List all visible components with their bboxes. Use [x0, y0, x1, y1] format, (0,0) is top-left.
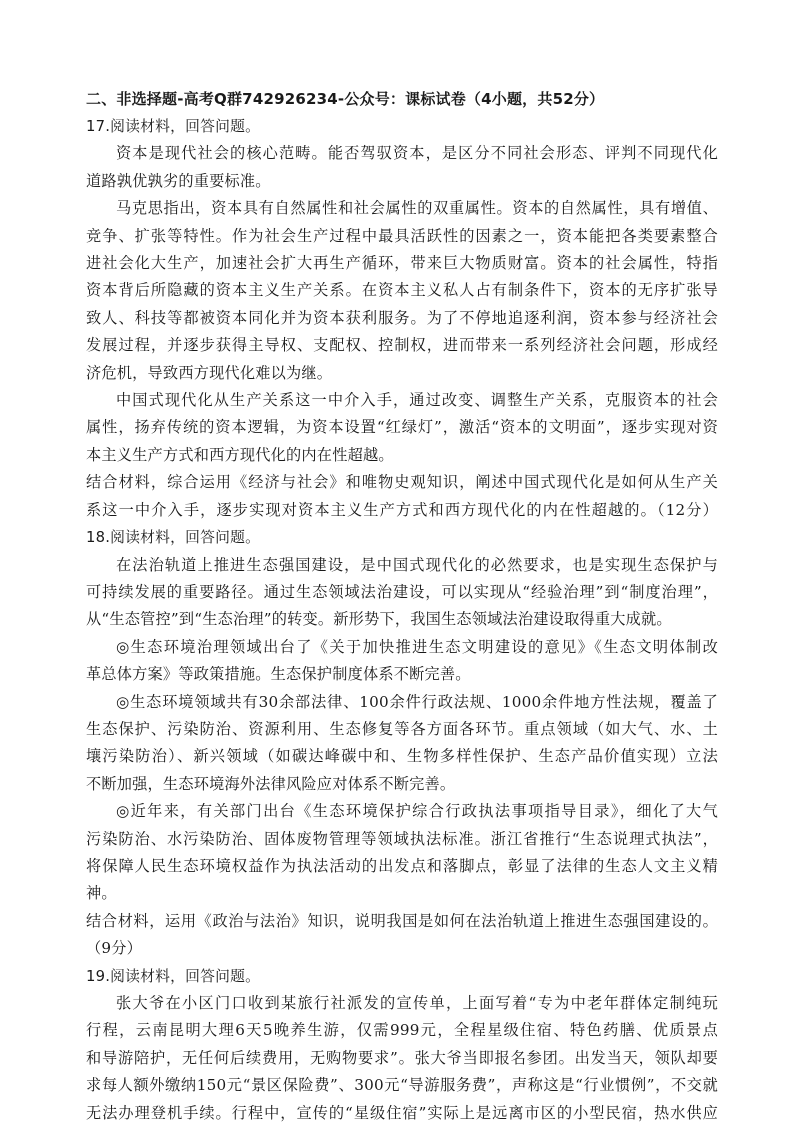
- q18-prompt-line: 结合材料，运用《政治与法治》知识，说明我国是如何在法治轨道上推进生态强国建设的。: [86, 911, 718, 930]
- q18-line: 壤污染防治）、新兴领域（如碳达峰碳中和、生物多样性保护、生态产品价值实现）立法: [86, 747, 718, 766]
- q17-heading: 17.阅读材料，回答问题。: [86, 118, 261, 135]
- exam-page: [86, 86, 718, 1127]
- q17-line: 中国式现代化从生产关系这一中介入手，通过改变、调整生产关系，克服资本的社会: [116, 391, 718, 410]
- q18-line: 不断加强，生态环境海外法律风险应对体系不断完善。: [86, 774, 456, 793]
- q19-line: 行程，云南昆明大理6天5晚养生游，仅需999元，全程星级住宿、特色药膳、优质景点: [86, 1021, 718, 1040]
- q17-line: 道路孰优孰劣的重要标准。: [86, 171, 271, 190]
- q18-line: 从“生态管控”到“生态治理”的转变。新形势下，我国生态领域法治建设取得重大成就。: [86, 610, 672, 629]
- q17-line: 资本是现代社会的核心范畴。能否驾驭资本，是区分不同社会形态、评判不同现代化: [116, 144, 718, 163]
- q18-line: 可持续发展的重要路径。通过生态领域法治建设，可以实现从“经验治理”到“制度治理”，: [86, 582, 718, 601]
- q17-line: 马克思指出，资本具有自然属性和社会属性的双重属性。资本的自然属性，具有增值、: [116, 199, 718, 218]
- q18-line: 污染防治、水污染防治、固体废物管理等领域执法标准。浙江省推行“生态说理式执法”，: [86, 829, 718, 848]
- q18-bullet-line: ◎生态环境领域共有30余部法律、100余件行政法规、1000余件地方性法规，覆盖了: [116, 692, 718, 711]
- q18-line: 生态保护、污染防治、资源利用、生态修复等各方面各环节。重点领域（如大气、水、土: [86, 719, 718, 738]
- q18-line: 神。: [86, 884, 117, 903]
- q19-line: 和导游陪护，无任何后续费用，无购物要求”。张大爷当即报名参团。出发当天，领队却要: [86, 1048, 718, 1067]
- q18-score: （9分）: [86, 939, 143, 958]
- q18-line: 在法治轨道上推进生态强国建设，是中国式现代化的必然要求，也是实现生态保护与: [116, 555, 718, 574]
- q19-heading: 19.阅读材料，回答问题。: [86, 967, 261, 985]
- q18-line: 革总体方案》等政策措施。生态保护制度体系不断完善。: [86, 665, 471, 684]
- section-title: 二、非选择题-高考Q群742926234-公众号：课标试卷（4小题，共52分）: [86, 90, 605, 108]
- q17-line: 资本背后所隐藏的资本主义生产关系。在资本主义私人占有制条件下，资本的无序扩张导: [86, 281, 718, 300]
- q19-line: 求每人额外缴纳150元“景区保险费”、300元“导游服务费”，声称这是“行业惯例”，不交就: [86, 1076, 718, 1095]
- q17-prompt-line: 系这一中介入手，逐步实现对资本主义生产方式和西方现代化的内在性超越的。（12分）: [86, 500, 718, 519]
- q18-bullet-line: ◎生态环境治理领域出台了《关于加快推进生态文明建设的意见》《生态文明体制改: [116, 637, 718, 656]
- q17-line: 本主义生产方式和西方现代化的内在性超越。: [86, 445, 394, 464]
- q17-line: 竞争、扩张等特性。作为社会生产过程中最具活跃性的因素之一，资本能把各类要素整合: [86, 226, 718, 245]
- q18-line: 将保障人民生态环境权益作为执法活动的出发点和落脚点，彰显了法律的生态人文主义精: [86, 856, 718, 875]
- q19-line: 无法办理登机手续。行程中，宣传的“星级住宿”实际上是远离市区的小型民宿，热水供应: [86, 1103, 718, 1122]
- q17-line: 进社会化大生产，加速社会扩大再生产循环，带来巨大物质财富。资本的社会属性，特指: [86, 254, 718, 273]
- q17-line: 属性，扬弃传统的资本逻辑，为资本设置“红绿灯”，激活“资本的文明面”，逐步实现对资: [86, 418, 718, 437]
- q17-line: 发展过程，并逐步获得主导权、支配权、控制权，进而带来一系列经济社会问题，形成经: [86, 336, 718, 355]
- q18-heading: 18.阅读材料，回答问题。: [86, 529, 261, 547]
- q18-bullet-line: ◎近年来，有关部门出台《生态环境保护综合行政执法事项指导目录》，细化了大气: [116, 802, 718, 821]
- q17-prompt-line: 结合材料，综合运用《经济与社会》和唯物史观知识，阐述中国式现代化是如何从生产关: [86, 473, 718, 492]
- q19-line: 张大爷在小区门口收到某旅行社派发的宣传单，上面写着“专为中老年群体定制纯玩: [116, 994, 718, 1012]
- q17-line: 济危机，导致西方现代化难以为继。: [86, 363, 333, 382]
- q17-line: 致人、科技等都被资本同化并为资本获利服务。为了不停地追逐利润，资本参与经济社会: [86, 308, 718, 327]
